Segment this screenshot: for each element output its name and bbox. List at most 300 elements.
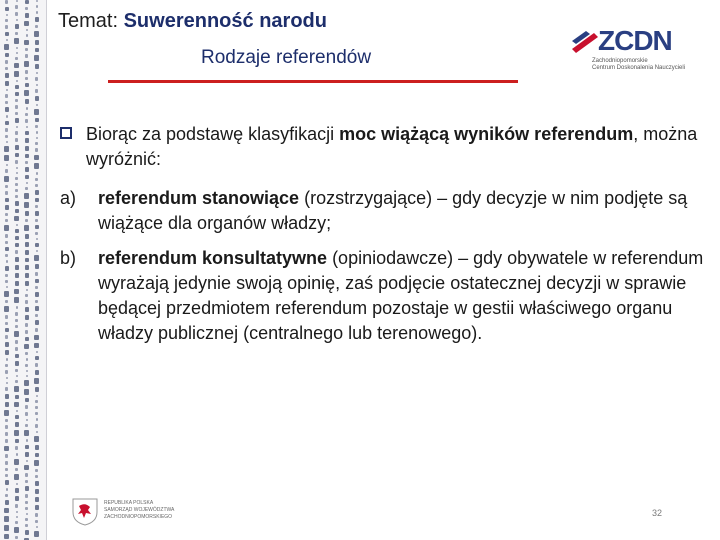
handwriting-stroke: [35, 406, 38, 409]
handwriting-stroke: [6, 39, 8, 41]
referendum-types-list: [60, 186, 710, 346]
handwriting-stroke: [15, 85, 19, 89]
handwriting-stroke: [15, 281, 19, 286]
handwriting-stroke: [35, 77, 38, 81]
square-bullet-icon: [60, 127, 72, 139]
handwriting-stroke: [25, 398, 29, 402]
handwriting-stroke: [5, 322, 8, 325]
handwriting-stroke: [25, 480, 28, 483]
zcdn-subline-1: Zachodniopomorskie: [592, 58, 648, 64]
handwriting-stroke: [24, 40, 29, 45]
handwriting-stroke: [5, 60, 8, 64]
handwriting-stroke: [15, 415, 19, 419]
handwriting-stroke: [5, 342, 9, 347]
handwriting-stroke: [25, 300, 28, 304]
footer-line-3: ZACHODNIOPOMORSKIEGO: [104, 514, 173, 520]
handwriting-stroke: [15, 24, 19, 29]
handwriting-stroke: [15, 195, 18, 198]
handwriting-stroke: [36, 238, 38, 240]
handwriting-stroke: [5, 461, 8, 465]
handwriting-column: [34, 0, 39, 540]
handwriting-stroke: [25, 524, 28, 527]
handwriting-stroke: [36, 250, 38, 252]
handwriting-stroke: [35, 198, 39, 202]
handwriting-stroke: [5, 185, 8, 188]
handwriting-stroke: [15, 243, 19, 247]
handwriting-stroke: [35, 286, 38, 289]
handwriting-stroke: [25, 352, 28, 355]
handwriting-stroke: [26, 289, 28, 291]
handwriting-stroke: [25, 70, 28, 74]
handwriting-stroke: [26, 107, 28, 110]
handwriting-stroke: [16, 410, 18, 412]
list-item-description: (opiniodawcze) – gdy obywatele w referendum wyrażają jedynie swoją opinię, zaś podjęcie ostatecznej decyzji w sprawie będącej przedmiotem referendum pozostaje w gestii właściwego organu władzy publicznej (centralnego lub terenowego).: [98, 248, 704, 343]
handwriting-stroke: [35, 320, 39, 325]
handwriting-stroke: [25, 330, 28, 334]
handwriting-stroke: [14, 527, 19, 533]
handwriting-stroke: [35, 513, 38, 517]
title-label: Temat:: [58, 10, 119, 32]
handwriting-stroke: [35, 469, 38, 472]
handwriting-stroke: [16, 511, 18, 513]
handwriting-stroke: [5, 25, 8, 29]
handwriting-stroke: [25, 83, 29, 87]
handwriting-stroke: [34, 163, 39, 169]
coat-of-arms-icon: [72, 498, 98, 526]
handwriting-stroke: [6, 286, 8, 288]
slide-body: [60, 122, 710, 346]
handwriting-stroke: [35, 272, 38, 276]
handwriting-stroke: [25, 258, 29, 262]
handwriting-stroke: [36, 351, 38, 353]
handwriting-stroke: [5, 101, 8, 104]
handwriting-stroke: [25, 518, 28, 521]
handwriting-stroke: [15, 340, 18, 344]
handwriting-stroke: [15, 12, 18, 16]
handwriting-stroke: [35, 292, 39, 297]
handwriting-stroke: [16, 172, 18, 174]
handwriting-stroke: [26, 460, 28, 462]
handwriting-stroke: [15, 325, 18, 328]
handwriting-stroke: [5, 121, 9, 125]
handwriting-column: [24, 0, 29, 540]
handwriting-stroke: [36, 137, 38, 139]
handwriting-stroke: [25, 54, 28, 58]
handwriting-stroke: [15, 153, 19, 157]
handwriting-stroke: [5, 135, 8, 138]
handwriting-stroke: [34, 531, 39, 537]
handwriting-stroke: [5, 280, 8, 283]
handwriting-stroke: [15, 99, 18, 102]
handwriting-stroke: [35, 89, 38, 93]
handwriting-stroke: [25, 154, 29, 158]
handwriting-stroke: [15, 209, 19, 213]
handwriting-stroke: [5, 266, 9, 271]
handwriting-stroke: [5, 274, 8, 277]
handwriting-stroke: [5, 128, 8, 132]
handwriting-stroke: [16, 126, 18, 128]
handwriting-stroke: [5, 19, 8, 22]
handwriting-stroke: [36, 72, 38, 74]
handwriting-stroke: [15, 369, 18, 372]
zcdn-brand: ZCDN: [598, 25, 672, 56]
handwriting-stroke: [35, 211, 39, 216]
handwriting-stroke: [25, 113, 28, 116]
handwriting-stroke: [35, 370, 39, 375]
handwriting-stroke: [15, 118, 19, 123]
list-marker: a): [60, 188, 77, 208]
handwriting-stroke: [5, 335, 8, 339]
handwriting-stroke: [6, 260, 8, 263]
handwriting-stroke: [4, 306, 9, 312]
handwriting-stroke: [15, 250, 18, 254]
handwriting-stroke: [15, 422, 19, 427]
handwriting-stroke: [26, 375, 28, 377]
handwriting-stroke: [35, 96, 39, 101]
handwriting-stroke: [35, 190, 39, 195]
handwriting-stroke: [25, 507, 28, 510]
handwriting-stroke: [26, 126, 28, 128]
handwriting-stroke: [25, 175, 29, 179]
handwriting-stroke: [16, 52, 18, 54]
list-item-text: [98, 246, 710, 346]
handwriting-stroke: [24, 61, 29, 67]
handwriting-stroke: [35, 232, 38, 235]
handwriting-stroke: [35, 363, 38, 367]
handwriting-stroke: [35, 475, 38, 478]
handwriting-stroke: [25, 337, 29, 341]
handwriting-stroke: [5, 0, 8, 4]
handwriting-stroke: [15, 446, 18, 450]
handwriting-stroke: [26, 34, 28, 37]
handwriting-stroke: [5, 73, 9, 78]
handwriting-stroke: [16, 453, 18, 456]
handwriting-stroke: [14, 331, 19, 337]
handwriting-stroke: [5, 474, 8, 477]
list-item-text: [98, 186, 710, 236]
handwriting-stroke: [5, 107, 9, 112]
handwriting-stroke: [5, 480, 9, 485]
handwriting-stroke: [6, 89, 8, 91]
handwriting-stroke: [15, 354, 19, 358]
handwriting-stroke: [5, 402, 9, 407]
handwriting-stroke: [4, 146, 9, 152]
handwriting-stroke: [35, 243, 39, 247]
handwriting-stroke: [25, 48, 28, 51]
handwriting-stroke: [14, 216, 19, 221]
handwriting-stroke: [35, 424, 38, 428]
handwriting-stroke: [16, 516, 18, 518]
handwriting-stroke: [5, 315, 8, 319]
handwriting-stroke: [5, 439, 8, 443]
handwriting-stroke: [15, 5, 18, 9]
handwriting-stroke: [16, 47, 18, 49]
handwriting-stroke: [15, 536, 18, 539]
handwriting-stroke: [5, 300, 8, 303]
handwriting-stroke: [25, 77, 28, 80]
handwriting-stroke: [36, 526, 38, 528]
handwriting-stroke: [14, 386, 19, 392]
handwriting-stroke: [25, 250, 29, 255]
handwriting-stroke: [25, 424, 28, 427]
handwriting-stroke: [35, 64, 39, 69]
handwriting-stroke: [35, 489, 39, 494]
handwriting-stroke: [5, 370, 8, 374]
handwriting-stroke: [16, 19, 18, 21]
title-underline: [108, 80, 518, 83]
handwriting-column: [4, 0, 9, 540]
handwriting-stroke: [25, 167, 29, 172]
handwriting-stroke: [14, 474, 19, 480]
handwriting-stroke: [26, 29, 28, 31]
handwriting-stroke: [36, 11, 38, 14]
handwriting-stroke: [36, 0, 38, 2]
handwriting-stroke: [6, 164, 8, 166]
handwriting-stroke: [25, 405, 28, 409]
handwriting-stroke: [25, 445, 29, 449]
handwriting-stroke: [5, 205, 9, 210]
handwriting-stroke: [5, 32, 9, 36]
handwriting-stroke: [25, 281, 29, 286]
handwriting-stroke: [36, 395, 38, 397]
handwriting-stroke: [5, 241, 8, 244]
handwriting-stroke: [25, 265, 29, 270]
handwriting-stroke: [15, 138, 18, 142]
handwriting-stroke: [5, 364, 8, 367]
handwriting-stroke: [24, 193, 29, 199]
handwriting-stroke: [5, 494, 8, 497]
handwriting-stroke: [15, 347, 18, 351]
handwriting-stroke: [4, 291, 9, 297]
handwriting-stroke: [35, 184, 38, 187]
handwriting-stroke: [35, 412, 38, 415]
handwriting-stroke: [15, 312, 18, 316]
handwriting-stroke: [35, 387, 39, 392]
handwriting-stroke: [34, 335, 39, 340]
handwriting-stroke: [36, 131, 38, 134]
handwriting-stroke: [35, 400, 38, 403]
handwriting-stroke: [24, 344, 29, 349]
handwriting-stroke: [15, 145, 19, 150]
handwriting-stroke: [35, 48, 39, 52]
handwriting-stroke: [24, 90, 29, 96]
handwriting-stroke: [26, 439, 28, 442]
handwriting-stroke: [4, 516, 9, 522]
handwriting-stroke: [26, 370, 28, 372]
handwriting-stroke: [14, 63, 19, 68]
handwriting-stroke: [25, 7, 28, 10]
handwriting-stroke: [4, 446, 9, 451]
handwriting-stroke: [25, 0, 29, 4]
handwriting-stroke: [24, 202, 29, 208]
handwriting-stroke: [24, 465, 29, 470]
handwriting-stroke: [25, 315, 29, 320]
handwriting-stroke: [6, 488, 8, 491]
zcdn-mark-icon: [572, 31, 598, 53]
handwriting-stroke: [36, 84, 38, 86]
handwriting-stroke: [5, 247, 9, 251]
handwriting-stroke: [5, 254, 8, 257]
handwriting-stroke: [24, 430, 29, 436]
handwriting-stroke: [35, 481, 39, 486]
handwriting-stroke: [5, 234, 8, 238]
handwriting-stroke: [5, 198, 9, 202]
handwriting-stroke: [35, 300, 38, 303]
handwriting-stroke: [15, 504, 18, 508]
handwriting-stroke: [15, 496, 19, 501]
slide-subtitle: Rodzaje referendów: [201, 47, 372, 68]
handwriting-stroke: [25, 307, 29, 312]
handwriting-stroke: [24, 225, 29, 231]
handwriting-stroke: [15, 177, 18, 180]
handwriting-stroke: [14, 430, 19, 436]
handwriting-stroke: [35, 356, 39, 360]
intro-bullet: [60, 122, 710, 172]
handwriting-stroke: [25, 294, 28, 297]
handwriting-stroke: [36, 418, 38, 421]
handwriting-stroke: [4, 44, 9, 50]
intro-text-end: , można wyróżnić:: [86, 124, 698, 169]
handwriting-stroke: [25, 530, 29, 535]
list-item: [60, 246, 710, 346]
handwriting-stroke: [15, 439, 19, 443]
handwriting-stroke: [24, 21, 29, 26]
handwriting-stroke: [16, 80, 18, 82]
handwriting-stroke: [35, 40, 39, 45]
handwriting-stroke: [15, 112, 18, 115]
handwriting-stroke: [25, 501, 28, 504]
handwriting-stroke: [26, 182, 28, 184]
handwriting-stroke: [35, 445, 39, 450]
handwriting-stroke: [35, 520, 38, 523]
handwriting-stroke: [36, 5, 38, 8]
title-topic: Suwerenność narodu: [123, 10, 327, 32]
handwriting-stroke: [6, 358, 8, 361]
intro-text-start: Biorąc za podstawę klasyfikacji: [86, 124, 340, 144]
handwriting-stroke: [5, 419, 8, 422]
handwriting-stroke: [15, 265, 19, 270]
handwriting-stroke: [5, 7, 9, 11]
handwriting-stroke: [34, 378, 39, 384]
handwriting-stroke: [15, 319, 18, 322]
handwriting-stroke: [14, 289, 19, 294]
slide-title: [58, 10, 327, 33]
handwriting-stroke: [35, 328, 38, 332]
handwriting-stroke: [14, 71, 19, 77]
handwriting-stroke: [34, 343, 39, 348]
handwriting-stroke: [25, 242, 29, 247]
handwritten-document-strip: [0, 0, 47, 540]
list-item-term: referendum stanowiące: [98, 188, 300, 208]
zcdn-subline-2: Centrum Doskonalenia Nauczycieli: [592, 65, 686, 71]
handwriting-stroke: [4, 508, 9, 513]
handwriting-stroke: [26, 513, 28, 515]
handwriting-stroke: [15, 257, 19, 262]
handwriting-stroke: [35, 264, 39, 269]
handwriting-stroke: [25, 412, 28, 416]
handwriting-stroke: [15, 273, 19, 278]
handwriting-stroke: [15, 229, 19, 233]
handwriting-stroke: [14, 38, 19, 44]
handwriting-stroke: [5, 350, 9, 355]
handwriting-stroke: [35, 118, 39, 122]
handwriting-stroke: [16, 306, 18, 309]
handwriting-stroke: [5, 454, 8, 458]
handwriting-stroke: [36, 104, 38, 106]
handwriting-stroke: [5, 328, 9, 332]
handwriting-stroke: [15, 189, 18, 192]
handwriting-stroke: [6, 377, 8, 379]
handwriting-stroke: [25, 138, 29, 143]
handwriting-column: [14, 0, 19, 540]
handwriting-stroke: [36, 431, 38, 433]
handwriting-stroke: [34, 55, 39, 61]
handwriting-stroke: [5, 500, 9, 505]
handwriting-stroke: [6, 141, 8, 143]
handwriting-stroke: [25, 99, 29, 104]
handwriting-stroke: [16, 224, 18, 226]
handwriting-stroke: [25, 187, 28, 190]
footer-line-1: REPUBLIKA POLSKA: [104, 500, 154, 506]
handwriting-stroke: [35, 497, 39, 502]
handwriting-stroke: [16, 375, 18, 377]
handwriting-stroke: [35, 25, 38, 28]
zcdn-logo: [572, 27, 692, 75]
handwriting-stroke: [14, 459, 19, 465]
list-marker: b): [60, 248, 77, 268]
handwriting-stroke: [6, 115, 8, 118]
handwriting-stroke: [5, 81, 9, 86]
handwriting-stroke: [6, 382, 8, 384]
handwriting-stroke: [15, 105, 18, 109]
handwriting-stroke: [25, 219, 28, 222]
handwriting-stroke: [25, 131, 29, 135]
handwriting-stroke: [34, 255, 39, 261]
handwriting-stroke: [35, 306, 39, 311]
handwriting-stroke: [5, 387, 8, 391]
handwriting-stroke: [4, 225, 9, 231]
handwriting-stroke: [15, 380, 18, 383]
handwriting-stroke: [15, 131, 18, 135]
handwriting-stroke: [6, 14, 8, 16]
voivodeship-logo: [72, 498, 212, 528]
handwriting-stroke: [25, 494, 28, 498]
handwriting-stroke: [26, 419, 28, 421]
intro-text: [86, 122, 710, 172]
handwriting-stroke: [5, 213, 8, 216]
handwriting-stroke: [4, 410, 9, 416]
handwriting-stroke: [5, 394, 9, 399]
handwriting-stroke: [25, 211, 29, 216]
handwriting-stroke: [5, 219, 8, 222]
handwriting-stroke: [16, 483, 18, 485]
handwriting-stroke: [5, 425, 8, 429]
handwriting-stroke: [34, 109, 39, 115]
handwriting-stroke: [15, 468, 18, 471]
handwriting-stroke: [14, 402, 19, 407]
handwriting-stroke: [35, 148, 38, 152]
handwriting-stroke: [15, 183, 18, 186]
handwriting-stroke: [35, 17, 39, 22]
handwriting-stroke: [5, 169, 8, 173]
handwriting-stroke: [15, 395, 19, 399]
handwriting-stroke: [4, 525, 9, 531]
handwriting-stroke: [4, 176, 9, 182]
handwriting-stroke: [35, 279, 39, 283]
handwriting-stroke: [36, 172, 38, 175]
handwriting-stroke: [24, 380, 29, 386]
handwriting-stroke: [35, 314, 38, 317]
